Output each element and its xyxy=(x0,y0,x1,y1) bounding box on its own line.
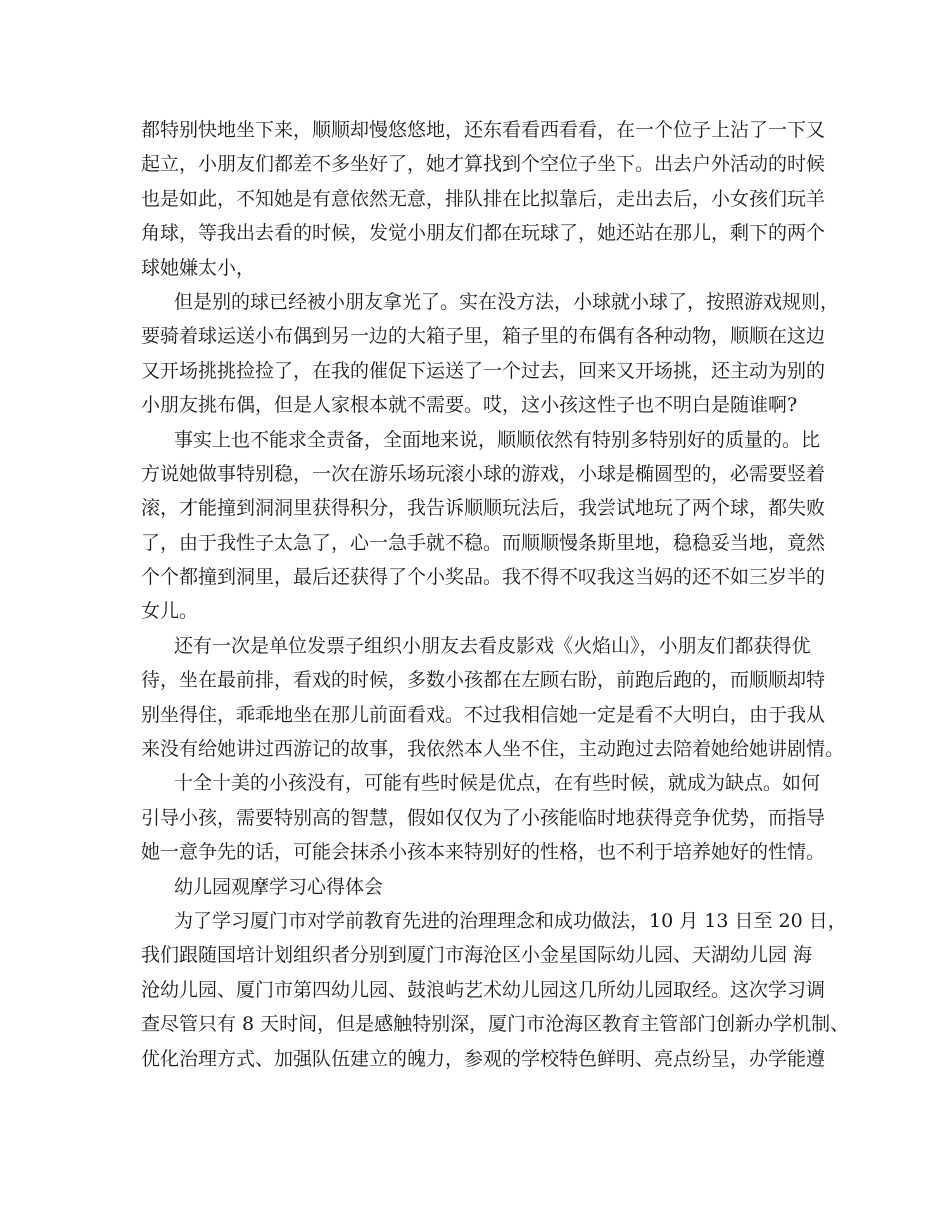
text-line: 个个都撞到洞里，最后还获得了个小奖品。我不得不叹我这当妈的还不如三岁半的 xyxy=(141,566,826,589)
text-line: 滚，才能撞到洞洞里获得积分，我告诉顺顺玩法后，我尝试地玩了两个球，都失败 xyxy=(141,497,826,520)
text-line: 引导小孩，需要特别高的智慧，假如仅仅为了小孩能临时地获得竞争优势，而指导 xyxy=(141,806,826,829)
text-line: 别坐得住，乖乖地坐在那儿前面看戏。不过我相信她一定是看不大明白，由于我从 xyxy=(141,703,826,726)
text-line: 都特别快地坐下来，顺顺却慢悠悠地，还东看看西看看，在一个位子上沾了一下又 xyxy=(141,119,826,141)
text-line: 查尽管只有 8 天时间，但是感触特别深，厦门市沧海区教育主管部门创新办学机制、 xyxy=(141,1013,850,1036)
paragraph-start-line: 事实上也不能求全责备，全面地来说，顺顺依然有特别多特别好的质量的。比 xyxy=(174,428,821,451)
text-line: 来没有给她讲过西游记的故事，我依然本人坐不住，主动跑过去陪着她给她讲剧情。 xyxy=(141,738,845,761)
paragraph-start-line: 还有一次是单位发票子组织小朋友去看皮影戏《火焰山》，小朋友们都获得优 xyxy=(174,634,811,657)
text-line: 球她嫌太小， xyxy=(141,256,256,279)
text-line: 也是如此，不知她是有意依然无意，排队排在比拟靠后，走出去后，小女孩们玩羊 xyxy=(141,187,826,210)
text-line: 要骑着球运送小布偶到另一边的大箱子里，箱子里的布偶有各种动物，顺顺在这边 xyxy=(141,325,826,348)
text-line: 沧幼儿园、厦门市第四幼儿园、鼓浪屿艺术幼儿园这几所幼儿园取经。这次学习调 xyxy=(141,978,826,1001)
text-line: 她一意争先的话，可能会抹杀小孩本来特别好的性格，也不利于培养她好的性情。 xyxy=(141,841,826,864)
text-line: 方说她做事特别稳，一次在游乐场玩滚小球的游戏，小球是椭圆型的，必需要竖着 xyxy=(141,462,826,485)
text-line: 又开场挑挑捡捡了，在我的催促下运送了一个过去，回来又开场挑，还主动为别的 xyxy=(141,359,826,382)
text-line: 小朋友挑布偶，但是人家根本就不需要。哎，这小孩这性子也不明白是随谁啊? xyxy=(141,394,798,417)
paragraph-start-line: 但是别的球已经被小朋友拿光了。实在没方法，小球就小球了，按照游戏规则， xyxy=(174,290,840,313)
text-line: 起立，小朋友们都差不多坐好了，她才算找到个空位子坐下。出去户外活动的时候 xyxy=(141,153,826,176)
section-heading: 幼儿园观摩学习心得体会 xyxy=(174,875,384,898)
paragraph-start-line: 为了学习厦门市对学前教育先进的治理理念和成功做法，10 月 13 日至 20 日， xyxy=(174,909,847,932)
text-line: 我们跟随国培计划组织者分别到厦门市海沧区小金星国际幼儿园、天湖幼儿园 海 xyxy=(141,944,813,967)
document-body xyxy=(141,113,850,1076)
text-line: 女儿。 xyxy=(141,600,199,623)
text-line: 角球，等我出去看的时候，发觉小朋友们都在玩球了，她还站在那儿，剩下的两个 xyxy=(141,222,826,245)
text-line: 了，由于我性子太急了，心一急手就不稳。而顺顺慢条斯里地，稳稳妥当地，竟然 xyxy=(141,531,826,554)
text-line: 待，坐在最前排，看戏的时候，多数小孩都在左顾右盼，前跑后跑的，而顺顺却特 xyxy=(141,669,826,692)
text-line: 优化治理方式、加强队伍建立的魄力，参观的学校特色鲜明、亮点纷呈，办学能遵 xyxy=(141,1047,826,1070)
paragraph-start-line: 十全十美的小孩没有，可能有些时候是优点，在有些时候，就成为缺点。如何 xyxy=(174,772,821,795)
